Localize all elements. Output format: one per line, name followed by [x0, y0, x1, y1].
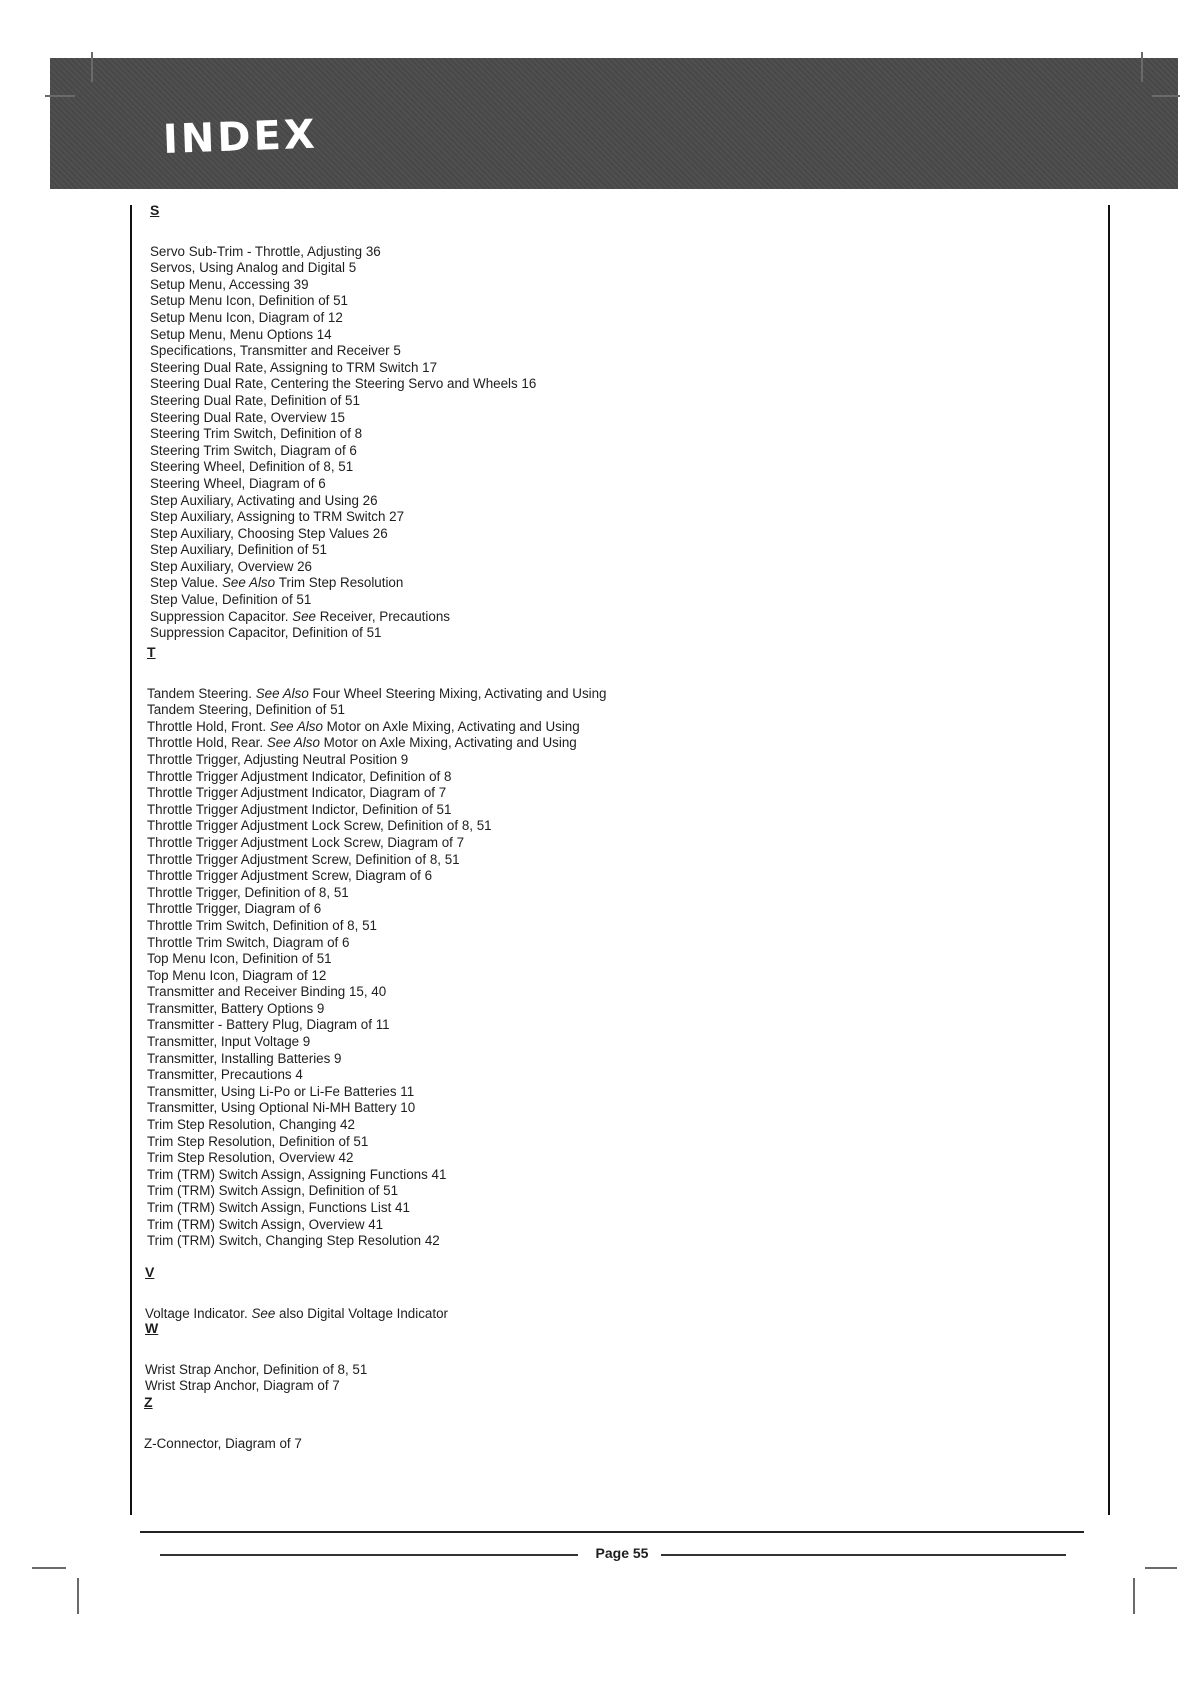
- index-entry: Setup Menu, Accessing 39: [150, 276, 309, 292]
- section-letter: V: [145, 1264, 155, 1280]
- crop-mark-bottom-left-vertical: [77, 1578, 79, 1614]
- index-entry: Throttle Trigger Adjustment Indictor, Definition of 51: [147, 801, 452, 817]
- index-entry: Step Auxiliary, Choosing Step Values 26: [150, 525, 388, 541]
- cross-reference-marker: See Also: [266, 735, 324, 751]
- index-entry: Trim (TRM) Switch Assign, Definition of 51: [147, 1183, 399, 1199]
- index-entry: Transmitter, Precautions 4: [147, 1067, 303, 1083]
- footer-rule-left: [160, 1554, 578, 1556]
- index-section-w: [145, 1320, 367, 1395]
- crop-mark-top-right-vertical: [1141, 52, 1143, 82]
- index-entry: Transmitter, Input Voltage 9: [147, 1034, 311, 1050]
- index-entry: Steering Trim Switch, Diagram of 6: [150, 442, 357, 458]
- index-section-s: [150, 202, 536, 642]
- crop-mark-bottom-left-horizontal: [32, 1567, 66, 1569]
- index-entry: Throttle Trigger Adjustment Screw, Diagram of 6: [147, 868, 433, 884]
- crop-mark-top-right-horizontal: [1152, 95, 1180, 97]
- section-letter: S: [150, 202, 160, 218]
- index-section-t: [147, 644, 607, 1250]
- index-entry: Throttle Hold, Front. See Also Motor on Axle Mixing, Activating and Using: [147, 718, 580, 734]
- index-entry: Step Value. See Also Trim Step Resolution: [150, 575, 404, 591]
- index-entry: Tandem Steering. See Also Four Wheel Steering Mixing, Activating and Using: [147, 685, 607, 701]
- index-entry: Servo Sub-Trim - Throttle, Adjusting 36: [150, 243, 381, 259]
- index-entry: Steering Wheel, Definition of 8, 51: [150, 459, 354, 475]
- index-entry: Trim (TRM) Switch, Changing Step Resolution 42: [147, 1233, 440, 1249]
- page-number: Page 55: [595, 1545, 649, 1561]
- index-entry: Throttle Trigger, Diagram of 6: [147, 901, 322, 917]
- index-entry: Top Menu Icon, Diagram of 12: [147, 967, 327, 983]
- index-entry: Transmitter, Battery Options 9: [147, 1000, 325, 1016]
- index-entry: Steering Dual Rate, Centering the Steering Servo and Wheels 16: [150, 376, 537, 392]
- crop-mark-bottom-right-vertical: [1133, 1578, 1135, 1614]
- index-section-v: [145, 1264, 448, 1322]
- index-entry: Trim (TRM) Switch Assign, Overview 41: [147, 1216, 384, 1232]
- index-entry: Suppression Capacitor, Definition of 51: [150, 625, 382, 641]
- index-entry: Wrist Strap Anchor, Definition of 8, 51: [145, 1361, 368, 1377]
- index-entry: Transmitter and Receiver Binding 15, 40: [147, 984, 387, 1000]
- cross-reference-marker: See Also: [221, 575, 279, 591]
- index-entry: Step Auxiliary, Definition of 51: [150, 542, 327, 558]
- index-entry: Transmitter, Using Li-Po or Li-Fe Batteries 11: [147, 1083, 415, 1099]
- index-entry: Setup Menu Icon, Definition of 51: [150, 293, 349, 309]
- index-entry: Step Auxiliary, Activating and Using 26: [150, 492, 378, 508]
- cross-reference-marker: See Also: [269, 718, 327, 734]
- index-entry: Transmitter, Using Optional Ni-MH Battery 10: [147, 1100, 416, 1116]
- cross-reference-marker: See: [292, 608, 320, 624]
- index-entry: Top Menu Icon, Definition of 51: [147, 951, 332, 967]
- index-entry: Transmitter - Battery Plug, Diagram of 11: [147, 1017, 390, 1033]
- cross-reference-marker: See: [251, 1305, 280, 1321]
- index-entry: Throttle Trim Switch, Diagram of 6: [147, 934, 350, 950]
- crop-mark-top-left-vertical: [91, 52, 93, 82]
- index-entry: Steering Dual Rate, Assigning to TRM Switch 17: [150, 359, 438, 375]
- index-entry: Throttle Trigger, Definition of 8, 51: [147, 884, 349, 900]
- index-entry: Setup Menu Icon, Diagram of 12: [150, 309, 343, 325]
- index-entry: Steering Trim Switch, Definition of 8: [150, 426, 363, 442]
- index-entry: Trim Step Resolution, Overview 42: [147, 1150, 354, 1166]
- index-section-z: [144, 1394, 302, 1452]
- index-entry: Trim (TRM) Switch Assign, Assigning Functions 41: [147, 1166, 447, 1182]
- frame-bottom-rule: [140, 1531, 1084, 1533]
- footer-rule-right: [661, 1554, 1066, 1556]
- index-entry: Throttle Trim Switch, Definition of 8, 51: [147, 917, 377, 933]
- frame-right-rule: [1108, 205, 1110, 1515]
- index-entry: Servos, Using Analog and Digital 5: [150, 260, 357, 276]
- index-entry: Trim Step Resolution, Changing 42: [147, 1117, 355, 1133]
- index-entry: Wrist Strap Anchor, Diagram of 7: [145, 1378, 340, 1394]
- section-letter: T: [147, 644, 156, 660]
- index-entry: Setup Menu, Menu Options 14: [150, 326, 332, 342]
- index-entry: Step Value, Definition of 51: [150, 592, 312, 608]
- index-entry: Trim Step Resolution, Definition of 51: [147, 1133, 369, 1149]
- index-entry: Specifications, Transmitter and Receiver 5: [150, 343, 401, 359]
- section-letter: Z: [144, 1394, 153, 1410]
- index-entry: Throttle Trigger Adjustment Indicator, Definition of 8: [147, 768, 452, 784]
- index-entry: Z-Connector, Diagram of 7: [144, 1435, 302, 1451]
- cross-reference-marker: See Also: [255, 685, 313, 701]
- index-entry: Tandem Steering, Definition of 51: [147, 702, 346, 718]
- frame-left-rule: [130, 205, 132, 1515]
- index-entry: Voltage Indicator. See also Digital Voltage Indicator: [145, 1305, 448, 1321]
- index-entry: Throttle Trigger Adjustment Lock Screw, Diagram of 7: [147, 834, 465, 850]
- index-entry: Steering Dual Rate, Overview 15: [150, 409, 346, 425]
- index-entry: Step Auxiliary, Assigning to TRM Switch 27: [150, 509, 405, 525]
- index-entry: Trim (TRM) Switch Assign, Functions List 41: [147, 1200, 410, 1215]
- index-entry: Throttle Trigger Adjustment Lock Screw, Definition of 8, 51: [147, 818, 492, 834]
- index-entry: Transmitter, Installing Batteries 9: [147, 1050, 342, 1066]
- crop-mark-bottom-right-horizontal: [1145, 1567, 1177, 1569]
- index-entry: Throttle Trigger Adjustment Indicator, Diagram of 7: [147, 785, 447, 801]
- index-entry: Throttle Trigger, Adjusting Neutral Position 9: [147, 751, 409, 767]
- section-letter: W: [145, 1320, 159, 1336]
- crop-mark-top-left-horizontal: [45, 95, 75, 97]
- index-entry: Step Auxiliary, Overview 26: [150, 558, 312, 574]
- index-entry: Suppression Capacitor. See Receiver, Precautions: [150, 608, 450, 624]
- index-entry: Steering Wheel, Diagram of 6: [150, 475, 326, 491]
- index-entry: Throttle Hold, Rear. See Also Motor on Axle Mixing, Activating and Using: [147, 735, 577, 751]
- page-title: INDEX: [162, 111, 319, 163]
- index-entry: Steering Dual Rate, Definition of 51: [150, 392, 360, 408]
- index-entry: Throttle Trigger Adjustment Screw, Definition of 8, 51: [147, 851, 460, 867]
